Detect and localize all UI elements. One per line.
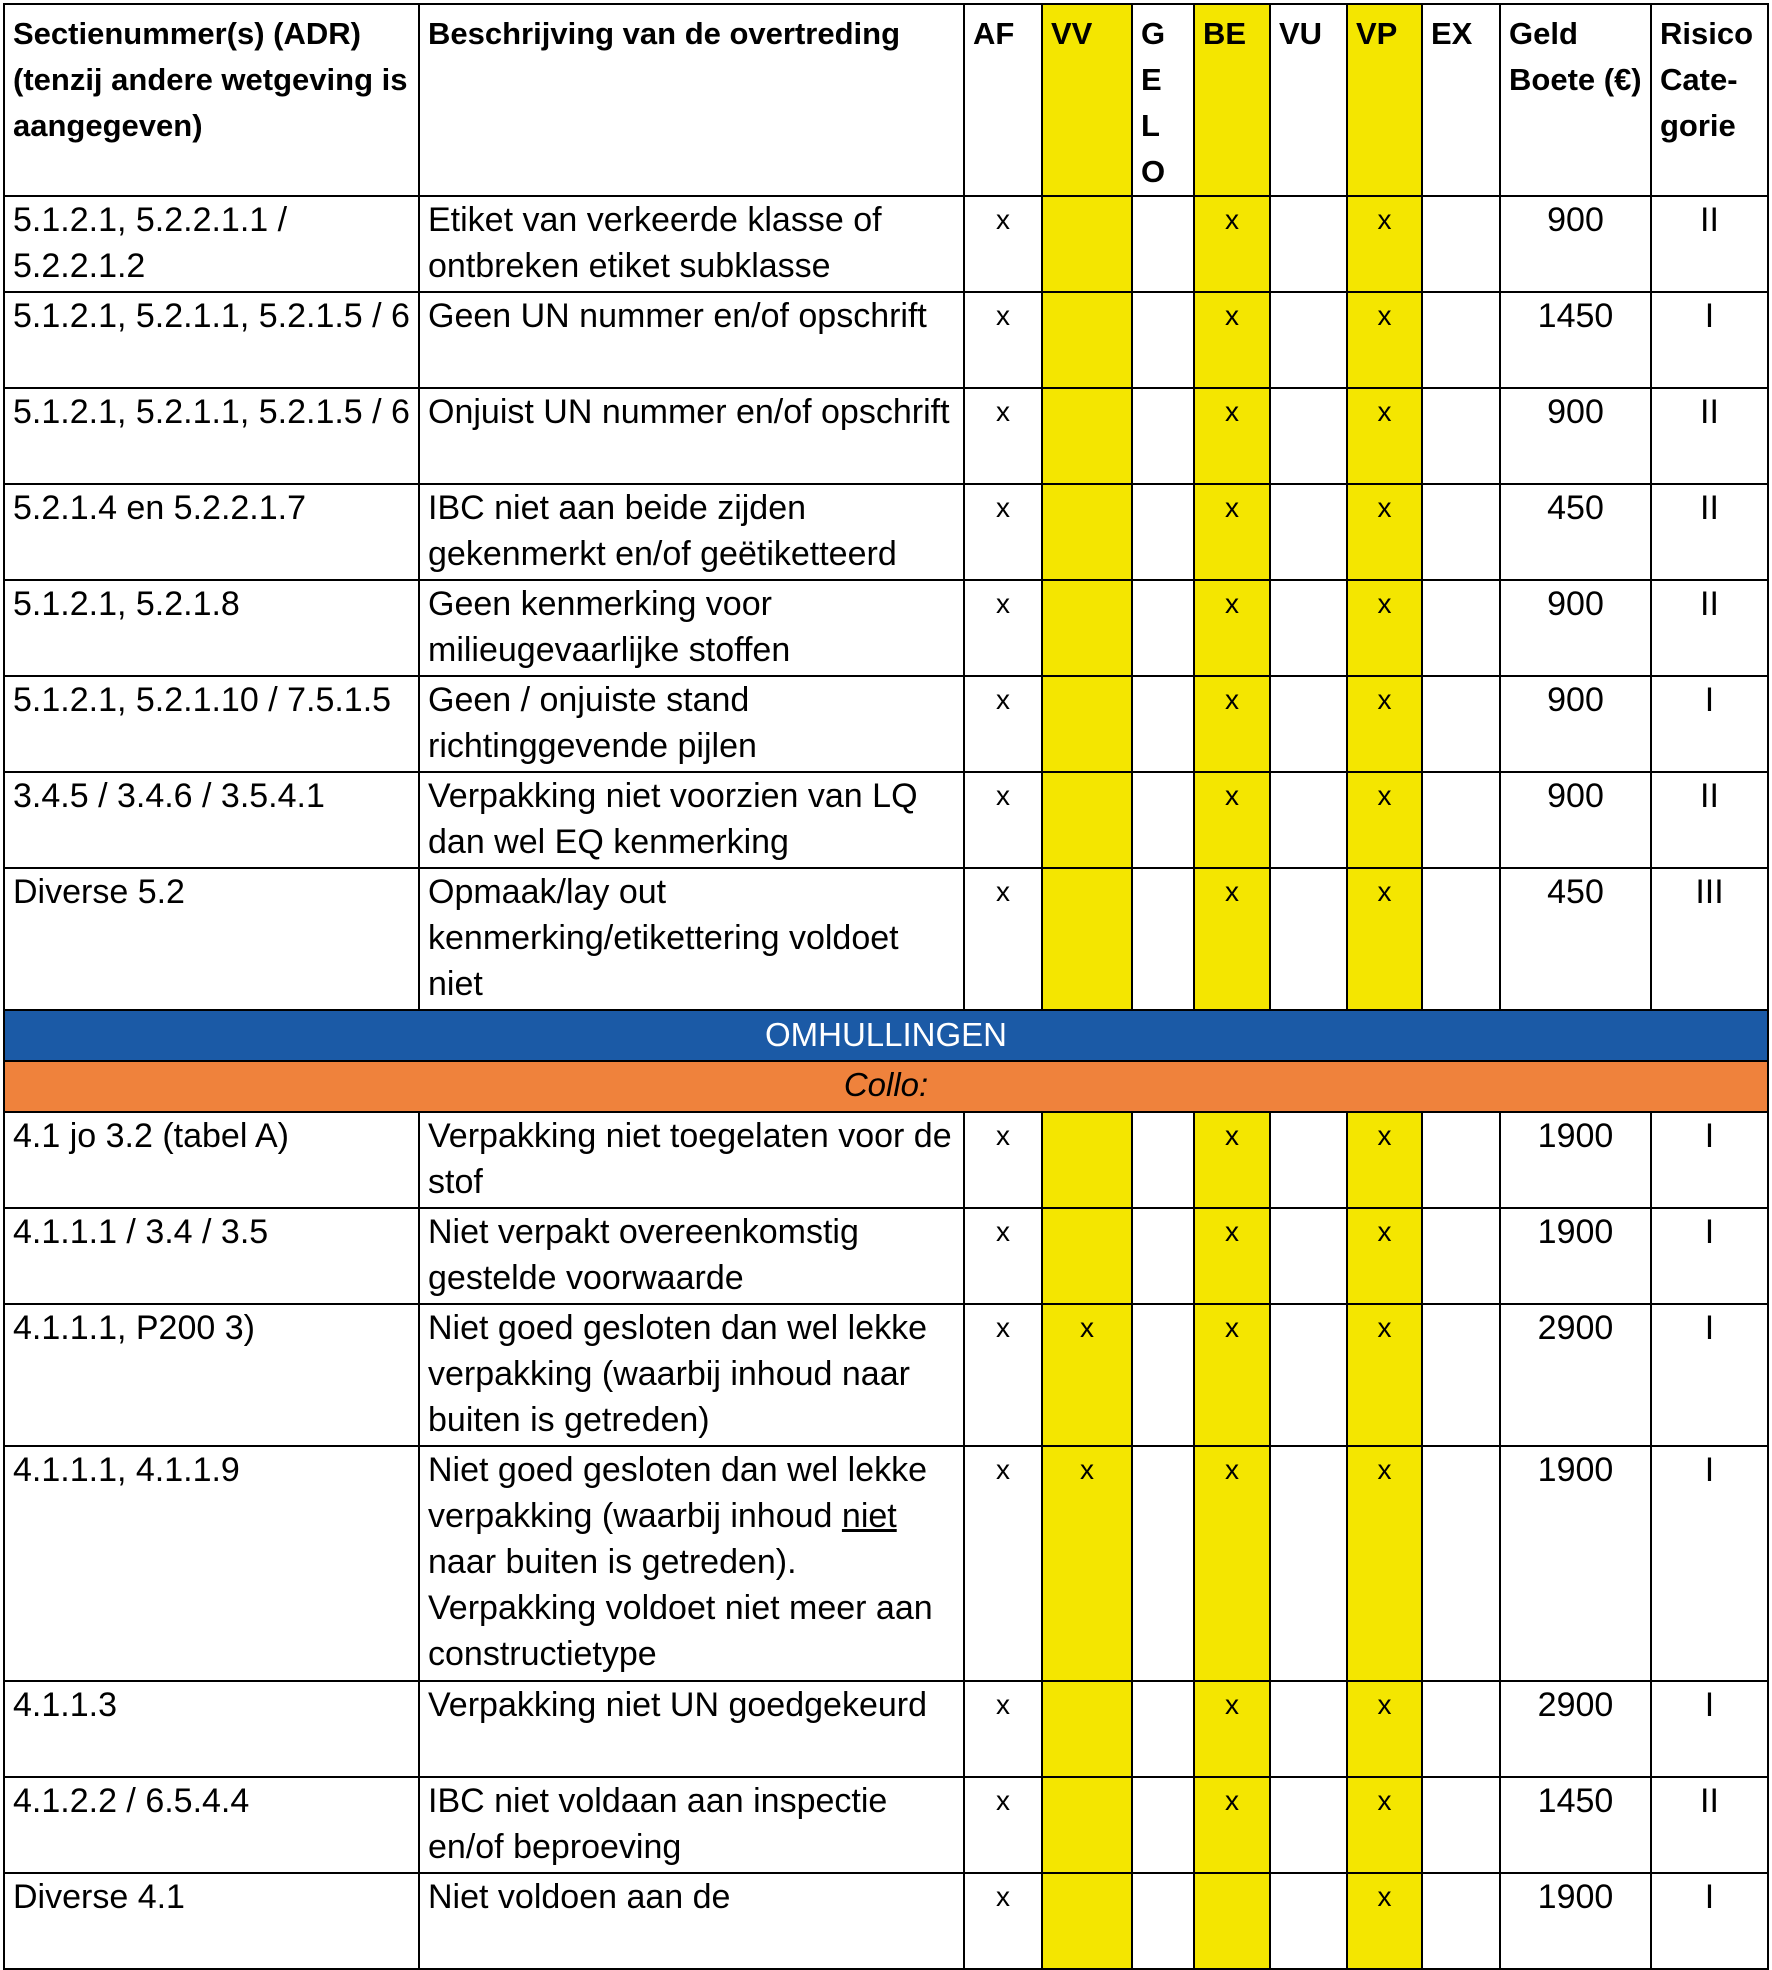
cell-gelo	[1132, 772, 1194, 868]
cell-section: Diverse 5.2	[4, 868, 419, 1010]
cell-vu	[1270, 772, 1347, 868]
cell-section: 4.1.2.2 / 6.5.4.4	[4, 1777, 419, 1873]
cell-vu	[1270, 1112, 1347, 1208]
cell-description: Niet verpakt overeenkomstig gestelde voorwaarde	[419, 1208, 964, 1304]
cell-af: x	[964, 292, 1042, 388]
cell-vp: x	[1347, 772, 1422, 868]
cell-section: 4.1 jo 3.2 (tabel A)	[4, 1112, 419, 1208]
cell-description: Niet voldoen aan de	[419, 1873, 964, 1969]
cell-section: 5.1.2.1, 5.2.1.10 / 7.5.1.5	[4, 676, 419, 772]
table-row	[4, 868, 1768, 1010]
cell-risk: II	[1651, 772, 1768, 868]
cell-vu	[1270, 388, 1347, 484]
cell-description: Etiket van verkeerde klasse of ontbreken etiket subklasse	[419, 196, 964, 292]
cell-risk: II	[1651, 388, 1768, 484]
cell-vp: x	[1347, 580, 1422, 676]
cell-gelo	[1132, 868, 1194, 1010]
cell-ex	[1422, 196, 1500, 292]
header-section: Sectienummer(s) (ADR) (tenzij andere wetgeving is aangegeven)	[4, 4, 419, 196]
cell-description: Verpakking niet toegelaten voor de stof	[419, 1112, 964, 1208]
table-row	[4, 1304, 1768, 1446]
cell-fine: 1450	[1500, 1777, 1651, 1873]
cell-risk: I	[1651, 1304, 1768, 1446]
header-vu: VU	[1270, 4, 1347, 196]
cell-gelo	[1132, 1873, 1194, 1969]
cell-vp: x	[1347, 1681, 1422, 1777]
cell-vu	[1270, 1304, 1347, 1446]
description-text: naar buiten is getreden). Verpakking voldoet niet meer aan constructietype	[428, 1543, 933, 1673]
cell-vv	[1042, 484, 1132, 580]
cell-risk: I	[1651, 1681, 1768, 1777]
cell-fine: 1450	[1500, 292, 1651, 388]
cell-ex	[1422, 1112, 1500, 1208]
cell-ex	[1422, 772, 1500, 868]
cell-be: x	[1194, 676, 1270, 772]
cell-section: Diverse 4.1	[4, 1873, 419, 1969]
cell-fine: 900	[1500, 676, 1651, 772]
cell-vu	[1270, 868, 1347, 1010]
cell-fine: 450	[1500, 484, 1651, 580]
cell-ex	[1422, 1777, 1500, 1873]
cell-vv	[1042, 1873, 1132, 1969]
cell-risk: I	[1651, 1112, 1768, 1208]
cell-be	[1194, 1873, 1270, 1969]
cell-risk: I	[1651, 1873, 1768, 1969]
cell-ex	[1422, 484, 1500, 580]
cell-section: 4.1.1.1, P200 3)	[4, 1304, 419, 1446]
header-gelo-letter: E	[1141, 62, 1162, 97]
cell-vu	[1270, 484, 1347, 580]
cell-vp: x	[1347, 484, 1422, 580]
cell-vv	[1042, 580, 1132, 676]
cell-description: Geen kenmerking voor milieugevaarlijke stoffen	[419, 580, 964, 676]
subsection-row	[4, 1061, 1768, 1112]
cell-description: IBC niet aan beide zijden gekenmerkt en/of geëtiketteerd	[419, 484, 964, 580]
cell-vv	[1042, 1777, 1132, 1873]
cell-risk: III	[1651, 868, 1768, 1010]
cell-fine: 1900	[1500, 1446, 1651, 1681]
cell-be: x	[1194, 196, 1270, 292]
table-row	[4, 388, 1768, 484]
cell-af: x	[964, 676, 1042, 772]
cell-vp: x	[1347, 1112, 1422, 1208]
table-row	[4, 1681, 1768, 1777]
table-row	[4, 1777, 1768, 1873]
cell-section: 5.1.2.1, 5.2.2.1.1 / 5.2.2.1.2	[4, 196, 419, 292]
cell-vu	[1270, 292, 1347, 388]
cell-vu	[1270, 196, 1347, 292]
cell-fine: 1900	[1500, 1112, 1651, 1208]
cell-vp: x	[1347, 1304, 1422, 1446]
cell-description	[419, 1446, 964, 1681]
cell-ex	[1422, 1681, 1500, 1777]
cell-gelo	[1132, 196, 1194, 292]
cell-be: x	[1194, 388, 1270, 484]
cell-risk: II	[1651, 1777, 1768, 1873]
cell-vv	[1042, 1681, 1132, 1777]
cell-fine: 2900	[1500, 1681, 1651, 1777]
cell-section: 5.2.1.4 en 5.2.2.1.7	[4, 484, 419, 580]
cell-be: x	[1194, 1304, 1270, 1446]
cell-fine: 900	[1500, 388, 1651, 484]
cell-vv	[1042, 772, 1132, 868]
table-row	[4, 1873, 1768, 1969]
cell-af: x	[964, 1446, 1042, 1681]
cell-gelo	[1132, 1777, 1194, 1873]
cell-description: Niet goed gesloten dan wel lekke verpakking (waarbij inhoud naar buiten is getreden)	[419, 1304, 964, 1446]
cell-gelo	[1132, 1112, 1194, 1208]
cell-gelo	[1132, 1446, 1194, 1681]
cell-fine: 900	[1500, 772, 1651, 868]
cell-af: x	[964, 1112, 1042, 1208]
cell-fine: 900	[1500, 580, 1651, 676]
table-row	[4, 580, 1768, 676]
cell-af: x	[964, 580, 1042, 676]
cell-gelo	[1132, 1304, 1194, 1446]
table-body-sections	[4, 1010, 1768, 1112]
cell-af: x	[964, 484, 1042, 580]
cell-description: Onjuist UN nummer en/of opschrift	[419, 388, 964, 484]
cell-af: x	[964, 772, 1042, 868]
cell-description: Opmaak/lay out kenmerking/etikettering voldoet niet	[419, 868, 964, 1010]
table-row	[4, 292, 1768, 388]
cell-description: Geen UN nummer en/of opschrift	[419, 292, 964, 388]
cell-be: x	[1194, 1112, 1270, 1208]
header-row	[4, 4, 1768, 196]
cell-af: x	[964, 868, 1042, 1010]
cell-risk: I	[1651, 1446, 1768, 1681]
header-gelo	[1132, 4, 1194, 196]
cell-fine: 450	[1500, 868, 1651, 1010]
cell-vp: x	[1347, 388, 1422, 484]
cell-vv	[1042, 388, 1132, 484]
header-risk: Risico Cate-gorie	[1651, 4, 1768, 196]
header-gelo-letter: L	[1141, 108, 1160, 143]
cell-vu	[1270, 1681, 1347, 1777]
cell-section: 5.1.2.1, 5.2.1.8	[4, 580, 419, 676]
cell-description: Verpakking niet UN goedgekeurd	[419, 1681, 964, 1777]
cell-be: x	[1194, 1681, 1270, 1777]
cell-risk: I	[1651, 676, 1768, 772]
cell-section: 5.1.2.1, 5.2.1.1, 5.2.1.5 / 6	[4, 388, 419, 484]
cell-vp: x	[1347, 1873, 1422, 1969]
cell-gelo	[1132, 484, 1194, 580]
header-gelo-letter: G	[1141, 16, 1166, 51]
cell-fine: 1900	[1500, 1873, 1651, 1969]
cell-af: x	[964, 1208, 1042, 1304]
cell-description: Geen / onjuiste stand richtinggevende pijlen	[419, 676, 964, 772]
cell-gelo	[1132, 676, 1194, 772]
cell-be: x	[1194, 868, 1270, 1010]
cell-gelo	[1132, 1681, 1194, 1777]
description-emphasis: niet	[841, 1497, 897, 1535]
cell-ex	[1422, 868, 1500, 1010]
cell-be: x	[1194, 484, 1270, 580]
cell-vv	[1042, 676, 1132, 772]
cell-vu	[1270, 1777, 1347, 1873]
cell-be: x	[1194, 772, 1270, 868]
cell-vv	[1042, 1208, 1132, 1304]
cell-vp: x	[1347, 676, 1422, 772]
table-row	[4, 196, 1768, 292]
cell-ex	[1422, 676, 1500, 772]
cell-risk: II	[1651, 196, 1768, 292]
header-fine: Geld Boete (€)	[1500, 4, 1651, 196]
cell-be: x	[1194, 580, 1270, 676]
cell-af: x	[964, 388, 1042, 484]
cell-fine: 2900	[1500, 1304, 1651, 1446]
cell-vu	[1270, 1446, 1347, 1681]
cell-risk: II	[1651, 484, 1768, 580]
cell-gelo	[1132, 292, 1194, 388]
cell-risk: I	[1651, 1208, 1768, 1304]
cell-af: x	[964, 196, 1042, 292]
cell-gelo	[1132, 388, 1194, 484]
cell-risk: I	[1651, 292, 1768, 388]
header-af: AF	[964, 4, 1042, 196]
violations-table	[3, 3, 1769, 1970]
cell-be: x	[1194, 292, 1270, 388]
cell-ex	[1422, 1304, 1500, 1446]
cell-ex	[1422, 1208, 1500, 1304]
subsection-title: Collo:	[4, 1061, 1768, 1112]
cell-gelo	[1132, 1208, 1194, 1304]
header-gelo-letter: O	[1141, 154, 1166, 189]
table-row	[4, 484, 1768, 580]
cell-vv	[1042, 1112, 1132, 1208]
section-title: OMHULLINGEN	[4, 1010, 1768, 1061]
cell-description: Verpakking niet voorzien van LQ dan wel EQ kenmerking	[419, 772, 964, 868]
cell-vu	[1270, 676, 1347, 772]
cell-vp: x	[1347, 868, 1422, 1010]
cell-section: 5.1.2.1, 5.2.1.1, 5.2.1.5 / 6	[4, 292, 419, 388]
cell-vv: x	[1042, 1304, 1132, 1446]
cell-vv	[1042, 292, 1132, 388]
header-vp: VP	[1347, 4, 1422, 196]
header-be: BE	[1194, 4, 1270, 196]
cell-section: 4.1.1.3	[4, 1681, 419, 1777]
cell-ex	[1422, 1873, 1500, 1969]
table-row	[4, 1208, 1768, 1304]
cell-fine: 1900	[1500, 1208, 1651, 1304]
cell-ex	[1422, 388, 1500, 484]
header-ex: EX	[1422, 4, 1500, 196]
table-row	[4, 1112, 1768, 1208]
cell-vp: x	[1347, 292, 1422, 388]
cell-risk: II	[1651, 580, 1768, 676]
cell-af: x	[964, 1681, 1042, 1777]
header-description: Beschrijving van de overtreding	[419, 4, 964, 196]
table-row	[4, 676, 1768, 772]
cell-vp: x	[1347, 1777, 1422, 1873]
description-text: Niet goed gesloten dan wel lekke verpakking (waarbij inhoud	[428, 1451, 927, 1535]
cell-vp: x	[1347, 1208, 1422, 1304]
cell-af: x	[964, 1304, 1042, 1446]
cell-description: IBC niet voldaan aan inspectie en/of beproeving	[419, 1777, 964, 1873]
cell-be: x	[1194, 1777, 1270, 1873]
cell-fine: 900	[1500, 196, 1651, 292]
cell-vp: x	[1347, 1446, 1422, 1681]
cell-ex	[1422, 1446, 1500, 1681]
header-vv: VV	[1042, 4, 1132, 196]
cell-ex	[1422, 292, 1500, 388]
cell-af: x	[964, 1777, 1042, 1873]
cell-vp: x	[1347, 196, 1422, 292]
cell-vv	[1042, 868, 1132, 1010]
cell-vv: x	[1042, 1446, 1132, 1681]
cell-section: 4.1.1.1, 4.1.1.9	[4, 1446, 419, 1681]
cell-ex	[1422, 580, 1500, 676]
cell-vu	[1270, 1873, 1347, 1969]
cell-be: x	[1194, 1208, 1270, 1304]
cell-section: 3.4.5 / 3.4.6 / 3.5.4.1	[4, 772, 419, 868]
table-body-labelling	[4, 196, 1768, 1010]
cell-section: 4.1.1.1 / 3.4 / 3.5	[4, 1208, 419, 1304]
cell-vu	[1270, 1208, 1347, 1304]
table-row	[4, 772, 1768, 868]
cell-vv	[1042, 196, 1132, 292]
cell-vu	[1270, 580, 1347, 676]
cell-af: x	[964, 1873, 1042, 1969]
cell-be: x	[1194, 1446, 1270, 1681]
section-row	[4, 1010, 1768, 1061]
table-row	[4, 1446, 1768, 1681]
table-body-packaging	[4, 1112, 1768, 1969]
cell-gelo	[1132, 580, 1194, 676]
